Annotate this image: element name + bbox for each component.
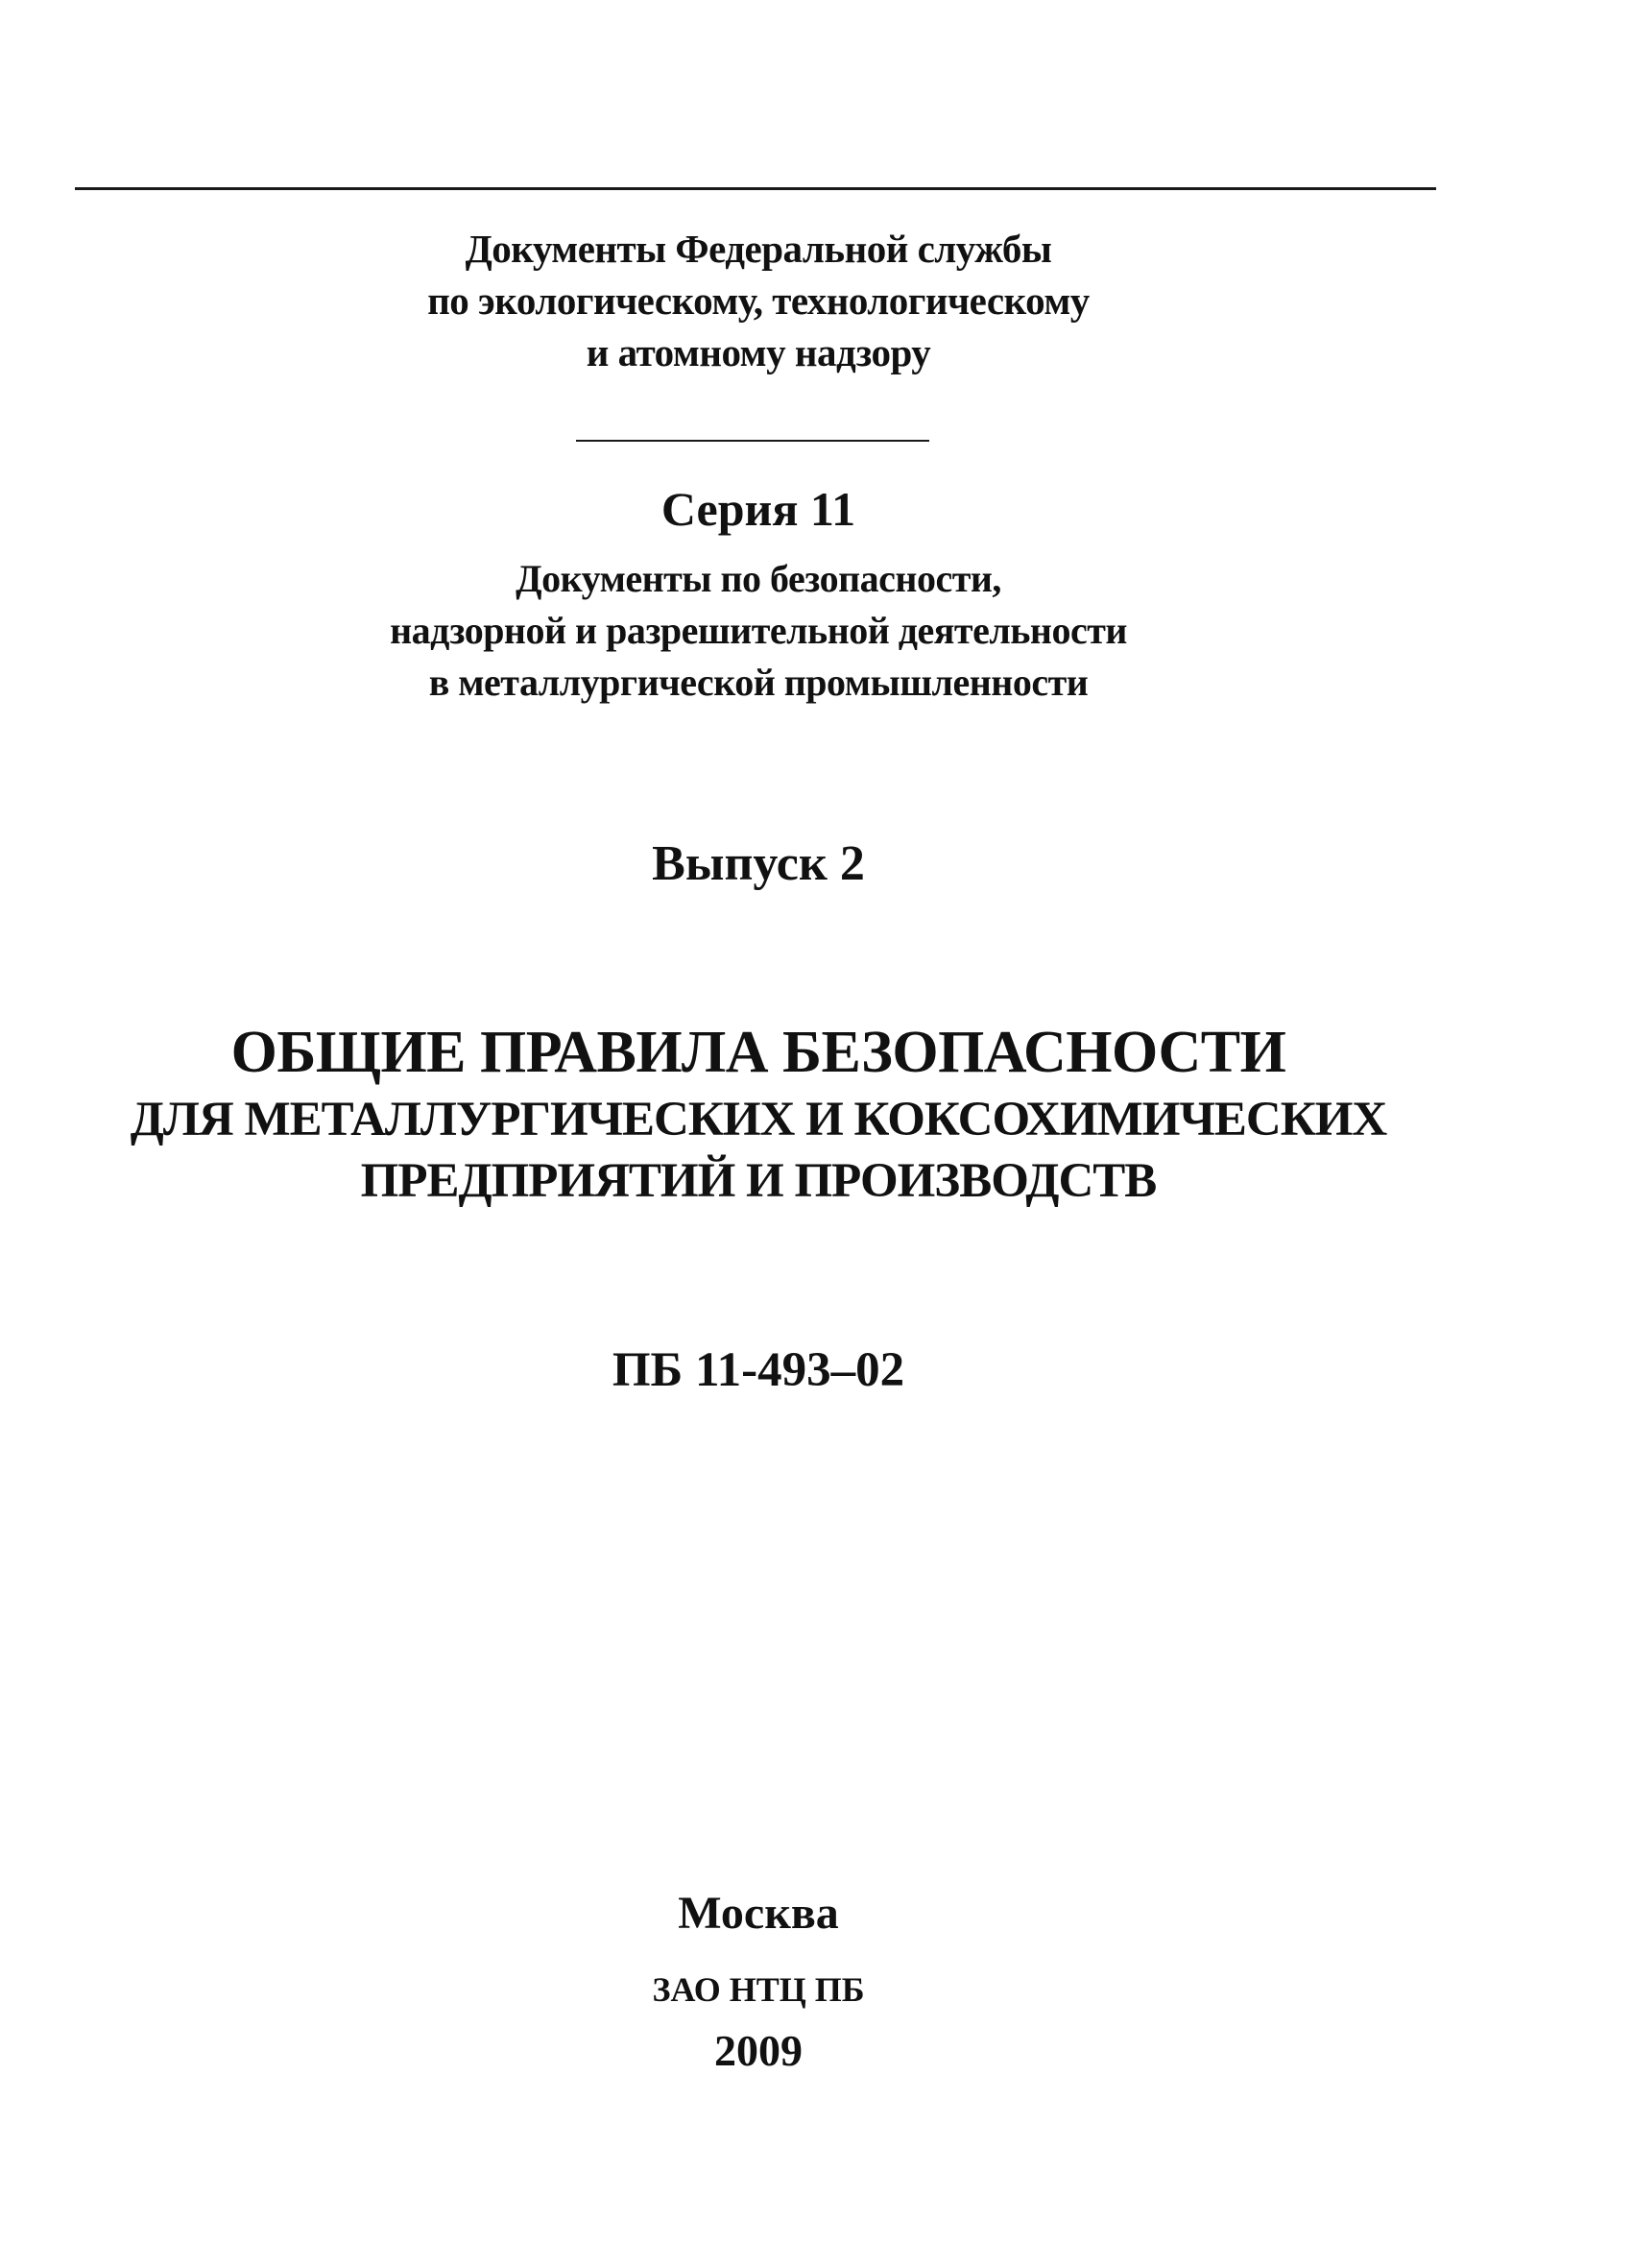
- series-description-line: в металлургической промышленности: [428, 661, 1089, 704]
- document-title: ОБЩИЕ ПРАВИЛА БЕЗОПАСНОСТИ: [230, 1020, 1286, 1085]
- series-description-line: надзорной и разрешительной деятельности: [390, 609, 1127, 652]
- imprint-city: Москва: [678, 1888, 839, 1939]
- series-description: [0, 553, 1517, 709]
- imprint-year: 2009: [714, 2026, 803, 2075]
- document-subtitle-line: ПРЕДПРИЯТИЙ И ПРОИЗВОДСТВ: [360, 1154, 1157, 1208]
- imprint-publisher: ЗАО НТЦ ПБ: [652, 1970, 865, 2009]
- series-description-line: Документы по безопасности,: [516, 557, 1001, 600]
- agency-line: Документы Федеральной службы: [465, 227, 1052, 271]
- section-divider: [576, 440, 929, 442]
- document-code: ПБ 11-493–02: [612, 1343, 905, 1397]
- agency-line: и атомному надзору: [586, 330, 931, 374]
- agency-line: по экологическому, технологическому: [427, 278, 1090, 323]
- series-title: Серия 11: [660, 482, 856, 536]
- document-subtitle-line: ДЛЯ МЕТАЛЛУРГИЧЕСКИХ И КОКСОХИМИЧЕСКИХ: [130, 1093, 1387, 1146]
- document-subtitle: [0, 1089, 1517, 1212]
- top-divider: [75, 187, 1436, 190]
- agency-heading: [0, 223, 1517, 378]
- issue-number: Выпуск 2: [652, 836, 865, 891]
